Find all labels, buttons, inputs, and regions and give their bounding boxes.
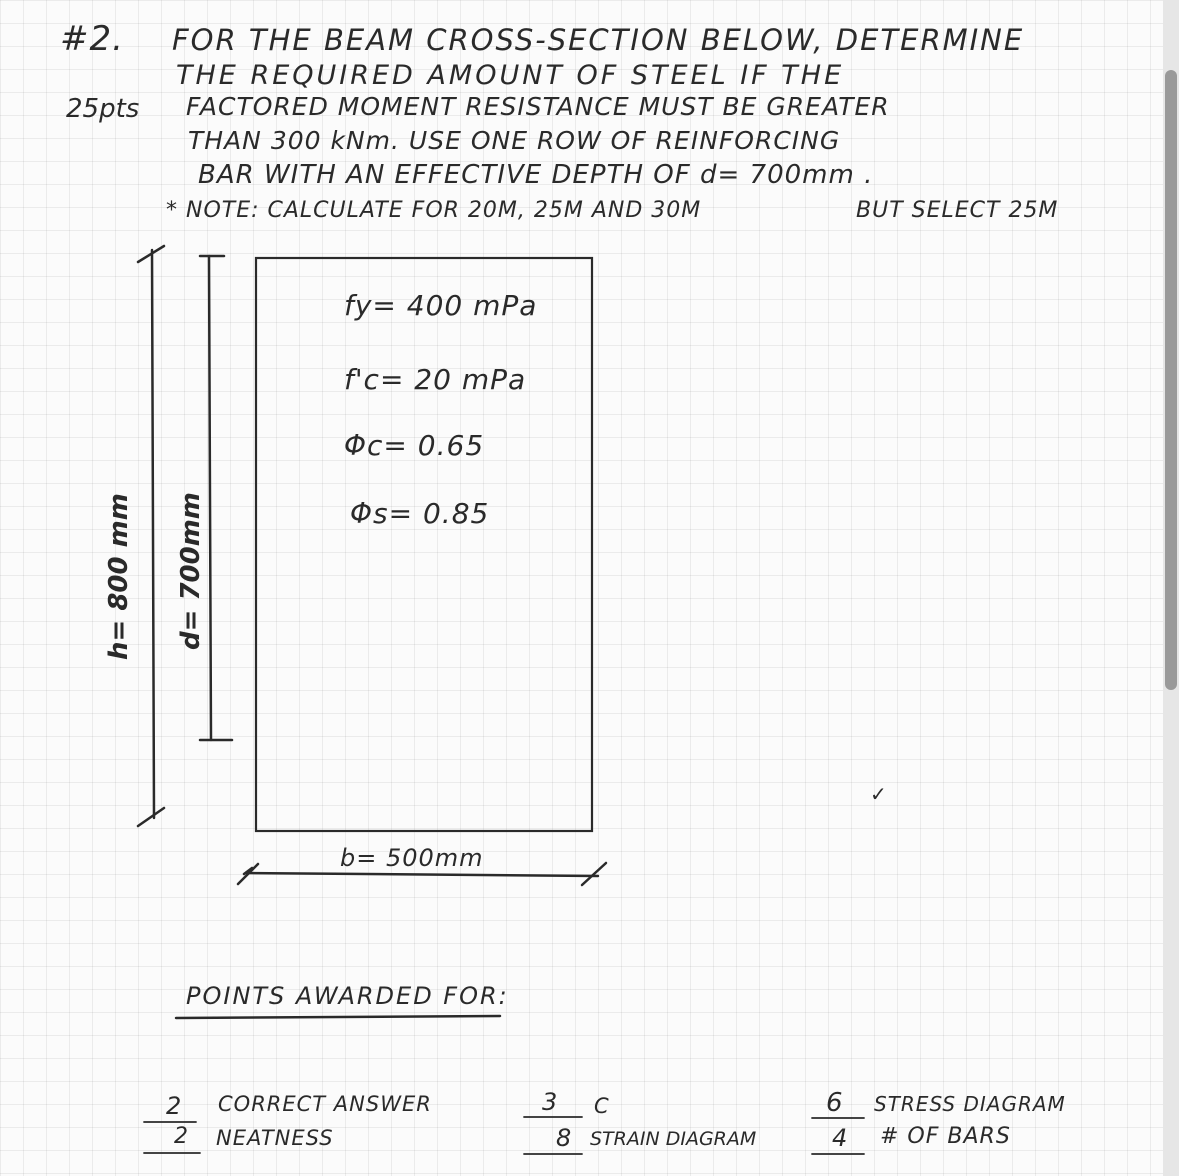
- score-correct-answer: 2: [166, 1092, 183, 1120]
- width-tick-left: [238, 864, 258, 884]
- scrollbar-thumb[interactable]: [1165, 70, 1177, 690]
- width-dimension-line: [246, 873, 598, 876]
- points-awarded-title: POINTS AWARDED FOR:: [186, 982, 509, 1010]
- width-tick-right: [582, 863, 606, 885]
- height-tick-bottom: [138, 808, 164, 826]
- label-correct-answer: CORRECT ANSWER: [218, 1092, 432, 1116]
- label-c: C: [594, 1094, 610, 1118]
- height-tick-top: [138, 246, 164, 262]
- problem-line-2: THE REQUIRED AMOUNT OF STEEL IF THE: [176, 60, 845, 91]
- beam-rectangle: [256, 258, 592, 831]
- problem-line-5: BAR WITH AN EFFECTIVE DEPTH OF d= 700mm .: [198, 160, 874, 190]
- score-neatness: 2: [174, 1124, 189, 1149]
- problem-note-tail: BUT SELECT 25M: [856, 198, 1059, 223]
- check-mark: ✓: [870, 782, 888, 806]
- problem-line-4: THAN 300 kNm. USE ONE ROW OF REINFORCING: [188, 126, 841, 155]
- points-title-underline: [176, 1016, 500, 1018]
- label-strain-diagram: STRAIN DIAGRAM: [590, 1128, 757, 1150]
- problem-line-3: FACTORED MOMENT RESISTANCE MUST BE GREATER: [186, 92, 890, 121]
- score-strain-diagram: 8: [556, 1124, 573, 1152]
- depth-label: d= 700mm: [176, 492, 206, 650]
- score-stress-diagram: 6: [826, 1088, 844, 1118]
- score-c: 3: [542, 1088, 559, 1116]
- fy-value: fy= 400 mPa: [344, 289, 538, 322]
- scrollbar-track[interactable]: [1163, 0, 1179, 1176]
- height-label: h= 800 mm: [104, 493, 134, 660]
- problem-line-1: FOR THE BEAM CROSS-SECTION BELOW, DETERMINE: [172, 23, 1025, 57]
- width-label: b= 500mm: [340, 844, 484, 872]
- fc-value: f'c= 20 mPa: [344, 363, 527, 396]
- problem-points: 25pts: [66, 94, 140, 124]
- phi-s-value: Φs= 0.85: [350, 497, 490, 530]
- label-stress-diagram: STRESS DIAGRAM: [874, 1092, 1066, 1116]
- score-number-of-bars: 4: [832, 1124, 849, 1152]
- phi-c-value: Φc= 0.65: [344, 429, 485, 462]
- problem-number: #2.: [60, 19, 124, 59]
- label-neatness: NEATNESS: [216, 1126, 334, 1150]
- height-dimension-line: [152, 250, 154, 818]
- label-number-of-bars: # OF BARS: [880, 1124, 1011, 1149]
- depth-dimension-line: [209, 256, 211, 740]
- problem-note: * NOTE: CALCULATE FOR 20M, 25M AND 30M: [166, 198, 702, 223]
